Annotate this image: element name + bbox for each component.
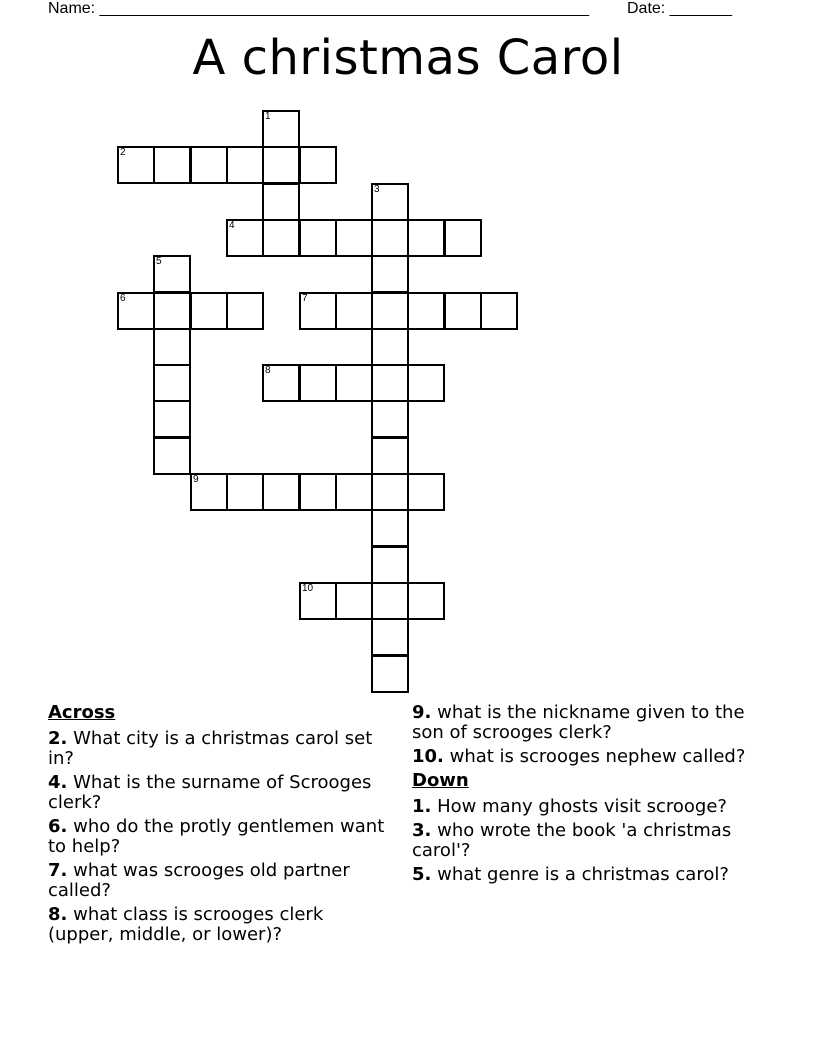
grid-cell[interactable] — [407, 364, 445, 402]
grid-cell[interactable] — [262, 146, 300, 184]
grid-cell[interactable] — [153, 400, 191, 438]
cell-number: 3 — [374, 184, 380, 195]
clues-left-column — [48, 703, 388, 949]
grid-cell[interactable] — [153, 364, 191, 402]
grid-cell[interactable] — [226, 473, 264, 511]
grid-cell[interactable] — [371, 328, 409, 366]
grid-cell[interactable] — [371, 219, 409, 257]
grid-cell[interactable] — [262, 110, 300, 148]
grid-cell[interactable] — [407, 582, 445, 620]
clue-across-9: 9. what is the nickname given to the son of scrooges clerk? — [412, 702, 745, 743]
down-heading: Down — [412, 770, 469, 791]
grid-cell[interactable] — [153, 292, 191, 330]
grid-cell[interactable] — [371, 655, 409, 693]
grid-cell[interactable] — [371, 400, 409, 438]
grid-cell[interactable] — [371, 582, 409, 620]
clues-right-column — [412, 703, 772, 889]
grid-cell[interactable] — [299, 473, 337, 511]
grid-cell[interactable] — [117, 292, 155, 330]
grid-cell[interactable] — [371, 183, 409, 221]
page-title: A christmas Carol — [192, 30, 624, 86]
clue-across-2: 2. What city is a christmas carol set in? — [48, 728, 373, 769]
grid-cell[interactable] — [262, 473, 300, 511]
clue-across-10: 10. what is scrooges nephew called? — [412, 746, 746, 767]
cell-number: 2 — [120, 147, 126, 158]
grid-cell[interactable] — [480, 292, 518, 330]
grid-cell[interactable] — [299, 219, 337, 257]
grid-cell[interactable] — [226, 292, 264, 330]
grid-cell[interactable] — [226, 219, 264, 257]
clue-across-7: 7. what was scrooges old partner called? — [48, 860, 350, 901]
grid-cell[interactable] — [371, 473, 409, 511]
grid-cell[interactable] — [335, 473, 373, 511]
grid-cell[interactable] — [190, 146, 228, 184]
grid-cell[interactable] — [371, 255, 409, 293]
date-field[interactable]: Date: _______ — [627, 0, 732, 17]
grid-cell[interactable] — [153, 437, 191, 475]
grid-cell[interactable] — [335, 364, 373, 402]
grid-cell[interactable] — [262, 183, 300, 221]
grid-cell[interactable] — [371, 509, 409, 547]
grid-cell[interactable] — [371, 292, 409, 330]
clue-across-6: 6. who do the protly gentlemen want to help? — [48, 816, 385, 857]
grid-cell[interactable] — [299, 364, 337, 402]
cell-number: 4 — [229, 220, 235, 231]
grid-cell[interactable] — [262, 364, 300, 402]
grid-cell[interactable] — [335, 219, 373, 257]
grid-cell[interactable] — [226, 146, 264, 184]
grid-cell[interactable] — [190, 473, 228, 511]
clue-across-8: 8. what class is scrooges clerk (upper, middle, or lower)? — [48, 904, 324, 945]
grid-cell[interactable] — [153, 255, 191, 293]
clue-down-5: 5. what genre is a christmas carol? — [412, 864, 729, 885]
cell-number: 8 — [265, 365, 271, 376]
grid-cell[interactable] — [190, 292, 228, 330]
grid-cell[interactable] — [444, 292, 482, 330]
cell-number: 9 — [193, 474, 199, 485]
grid-cell[interactable] — [407, 219, 445, 257]
grid-cell[interactable] — [299, 582, 337, 620]
grid-cell[interactable] — [153, 328, 191, 366]
cell-number: 7 — [302, 293, 308, 304]
grid-cell[interactable] — [371, 618, 409, 656]
grid-cell[interactable] — [299, 292, 337, 330]
cell-number: 6 — [120, 293, 126, 304]
grid-cell[interactable] — [407, 292, 445, 330]
cell-number: 5 — [156, 256, 162, 267]
grid-cell[interactable] — [117, 146, 155, 184]
across-heading: Across — [48, 702, 116, 723]
cell-number: 1 — [265, 111, 271, 122]
name-field[interactable]: Name: _______________________________________________________ — [48, 0, 589, 17]
grid-cell[interactable] — [371, 546, 409, 584]
grid-cell[interactable] — [153, 146, 191, 184]
grid-cell[interactable] — [262, 219, 300, 257]
grid-cell[interactable] — [371, 437, 409, 475]
grid-cell[interactable] — [335, 582, 373, 620]
grid-cell[interactable] — [444, 219, 482, 257]
grid-cell[interactable] — [371, 364, 409, 402]
grid-cell[interactable] — [407, 473, 445, 511]
clue-down-1: 1. How many ghosts visit scrooge? — [412, 796, 727, 817]
clue-across-4: 4. What is the surname of Scrooges clerk? — [48, 772, 372, 813]
clue-down-3: 3. who wrote the book 'a christmas carol'? — [412, 820, 732, 861]
grid-cell[interactable] — [299, 146, 337, 184]
grid-cell[interactable] — [335, 292, 373, 330]
cell-number: 10 — [302, 583, 314, 594]
